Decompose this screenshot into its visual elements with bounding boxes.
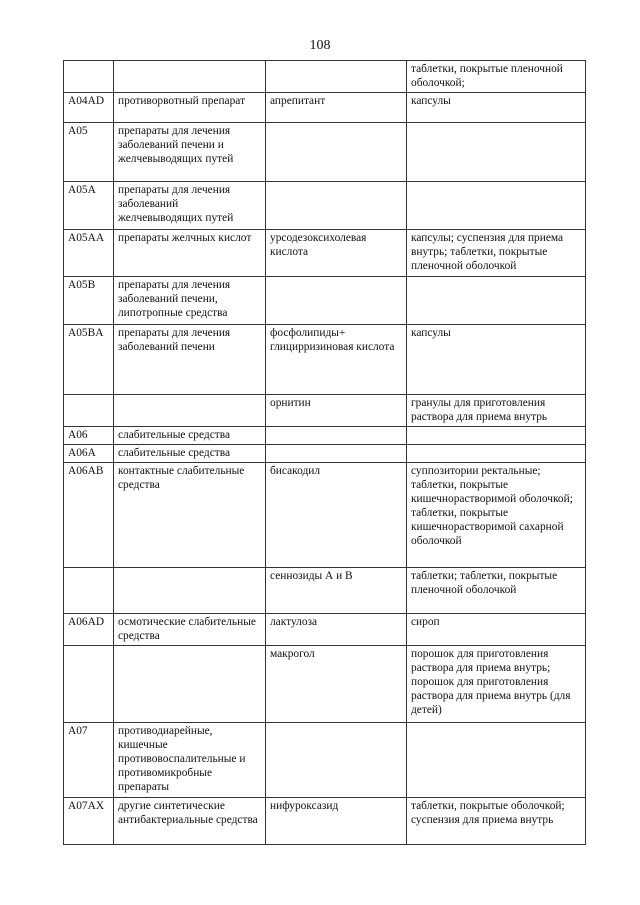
group-name-cell: противодиарейные, кишечные противовоспалительные и противомикробные препараты: [114, 723, 266, 798]
atc-code-cell: A04AD: [64, 93, 114, 123]
atc-code-cell: A06: [64, 427, 114, 445]
table-row: [64, 182, 586, 230]
dosage-form-cell: капсулы; суспензия для приема внутрь; таблетки, покрытые пленочной оболочкой: [407, 230, 586, 277]
group-name-cell: [114, 61, 266, 93]
group-name-cell: противорвотный препарат: [114, 93, 266, 123]
dosage-form-cell: [407, 123, 586, 182]
atc-code-cell: A05: [64, 123, 114, 182]
atc-code-cell: [64, 568, 114, 614]
table-row: [64, 277, 586, 325]
drug-name-cell: урсодезоксихолевая кислота: [266, 230, 407, 277]
table-row: [64, 614, 586, 646]
group-name-cell: [114, 646, 266, 723]
drug-name-cell: [266, 445, 407, 463]
table-row: [64, 230, 586, 277]
dosage-form-cell: капсулы: [407, 93, 586, 123]
atc-code-cell: A05B: [64, 277, 114, 325]
drug-name-cell: апрепитант: [266, 93, 407, 123]
table-row: [64, 61, 586, 93]
drug-name-cell: фосфолипиды+ глицирризиновая кислота: [266, 325, 407, 395]
dosage-form-cell: [407, 427, 586, 445]
atc-code-cell: [64, 395, 114, 427]
table-row: [64, 325, 586, 395]
drug-name-cell: макрогол: [266, 646, 407, 723]
drug-name-cell: [266, 427, 407, 445]
atc-code-cell: A05A: [64, 182, 114, 230]
group-name-cell: другие синтетические антибактериальные средства: [114, 798, 266, 845]
group-name-cell: слабительные средства: [114, 445, 266, 463]
atc-code-cell: A05BA: [64, 325, 114, 395]
dosage-form-cell: [407, 277, 586, 325]
group-name-cell: [114, 568, 266, 614]
table-row: [64, 646, 586, 723]
table-row: [64, 427, 586, 445]
drug-name-cell: [266, 182, 407, 230]
dosage-form-cell: [407, 182, 586, 230]
table-row: [64, 568, 586, 614]
dosage-form-cell: капсулы: [407, 325, 586, 395]
drug-table: [63, 60, 586, 845]
drug-name-cell: нифуроксазид: [266, 798, 407, 845]
dosage-form-cell: таблетки, покрытые оболочкой; суспензия для приема внутрь: [407, 798, 586, 845]
dosage-form-cell: суппозитории ректальные; таблетки, покрытые кишечнорастворимой оболочкой; таблетки, покрытые кишечнорастворимой сахарной оболочкой: [407, 463, 586, 568]
dosage-form-cell: таблетки; таблетки, покрытые пленочной оболочкой: [407, 568, 586, 614]
drug-name-cell: [266, 723, 407, 798]
atc-code-cell: A07AX: [64, 798, 114, 845]
group-name-cell: препараты для лечения заболеваний желчевыводящих путей: [114, 182, 266, 230]
drug-name-cell: бисакодил: [266, 463, 407, 568]
drug-name-cell: [266, 61, 407, 93]
group-name-cell: препараты для лечения заболеваний печени и желчевыводящих путей: [114, 123, 266, 182]
atc-code-cell: A06AD: [64, 614, 114, 646]
atc-code-cell: [64, 61, 114, 93]
atc-code-cell: A05AA: [64, 230, 114, 277]
group-name-cell: препараты для лечения заболеваний печени, липотропные средства: [114, 277, 266, 325]
table-row: [64, 445, 586, 463]
drug-name-cell: орнитин: [266, 395, 407, 427]
group-name-cell: препараты для лечения заболеваний печени: [114, 325, 266, 395]
atc-code-cell: A06A: [64, 445, 114, 463]
atc-code-cell: A07: [64, 723, 114, 798]
table-row: [64, 93, 586, 123]
drug-name-cell: сеннозиды А и В: [266, 568, 407, 614]
drug-name-cell: [266, 277, 407, 325]
group-name-cell: [114, 395, 266, 427]
group-name-cell: контактные слабительные средства: [114, 463, 266, 568]
group-name-cell: препараты желчных кислот: [114, 230, 266, 277]
dosage-form-cell: сироп: [407, 614, 586, 646]
table-row: [64, 463, 586, 568]
table-row: [64, 123, 586, 182]
table-row: [64, 798, 586, 845]
atc-code-cell: A06AB: [64, 463, 114, 568]
dosage-form-cell: порошок для приготовления раствора для приема внутрь; порошок для приготовления раствора для приема внутрь (для детей): [407, 646, 586, 723]
group-name-cell: слабительные средства: [114, 427, 266, 445]
drug-name-cell: [266, 123, 407, 182]
dosage-form-cell: гранулы для приготовления раствора для приема внутрь: [407, 395, 586, 427]
atc-code-cell: [64, 646, 114, 723]
table-row: [64, 395, 586, 427]
table-row: [64, 723, 586, 798]
group-name-cell: осмотические слабительные средства: [114, 614, 266, 646]
dosage-form-cell: [407, 723, 586, 798]
dosage-form-cell: [407, 445, 586, 463]
drug-name-cell: лактулоза: [266, 614, 407, 646]
page-number: 108: [309, 38, 331, 53]
dosage-form-cell: таблетки, покрытые пленочной оболочкой;: [407, 61, 586, 93]
